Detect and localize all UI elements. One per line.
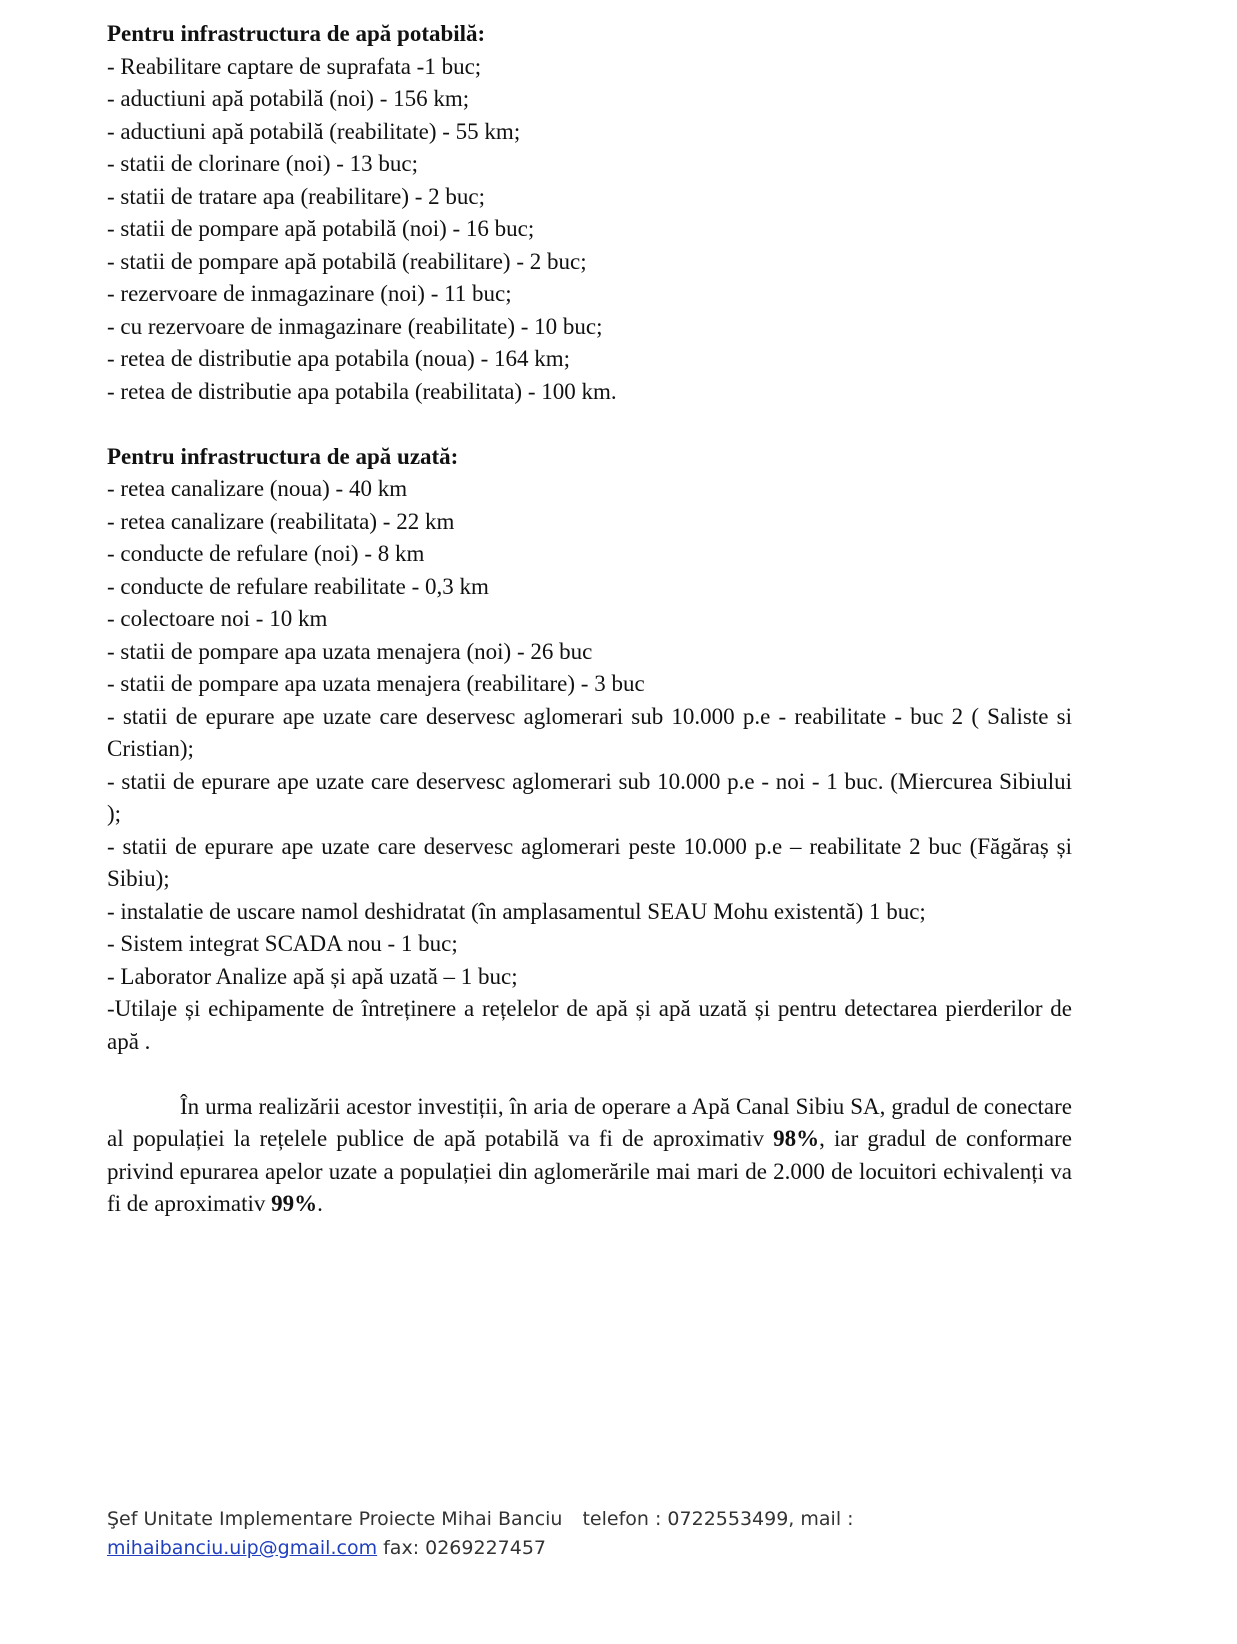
- section-title-drinking-water: Pentru infrastructura de apă potabilă:: [107, 21, 486, 46]
- list-item: - aductiuni apă potabilă (noi) - 156 km;: [107, 86, 470, 111]
- footer-phone: telefon : 0722553499, mail :: [582, 1508, 854, 1530]
- document-body: [107, 18, 1072, 1221]
- list-item: - retea de distributie apa potabila (noua) - 164 km;: [107, 346, 571, 371]
- list-item: - colectoare noi - 10 km: [107, 606, 328, 631]
- footer-line-2: [107, 1534, 1007, 1563]
- list-item: - statii de pompare apa uzata menajera (reabilitare) - 3 buc: [107, 671, 645, 696]
- footer-email-link[interactable]: mihaibanciu.uip@gmail.com: [107, 1537, 378, 1559]
- list-item: - rezervoare de inmagazinare (noi) - 11 buc;: [107, 281, 512, 306]
- list-item: - Sistem integrat SCADA nou - 1 buc;: [107, 931, 458, 956]
- footer-fax: fax: 0269227457: [377, 1537, 547, 1559]
- list-item: -Utilaje și echipamente de întreținere a rețelelor de apă și apă uzată și pentru detectarea pierderilor de apă .: [107, 996, 1072, 1054]
- compliance-rate-value: 99%: [271, 1191, 318, 1216]
- page-footer: [107, 1505, 1007, 1563]
- list-item: - retea canalizare (reabilitata) - 22 km: [107, 508, 455, 534]
- list-item: - statii de pompare apă potabilă (noi) - 16 buc;: [107, 216, 535, 241]
- list-item: - instalatie de uscare namol deshidratat (în amplasamentul SEAU Mohu existentă) 1 buc;: [107, 898, 926, 924]
- conclusion-text-2: , iar gradul de conformare privind epurarea apelor uzate a populației din aglomerările mai mari de 2.000 de locuitori echivalenți va fi de aproximativ: [107, 1126, 1072, 1216]
- section-title-wastewater: Pentru infrastructura de apă uzată:: [107, 443, 459, 469]
- list-item: - aductiuni apă potabilă (reabilitate) - 55 km;: [107, 118, 521, 144]
- footer-contact-name: Şef Unitate Implementare Proiecte Mihai Banciu: [107, 1508, 563, 1530]
- list-item: - cu rezervoare de inmagazinare (reabilitate) - 10 buc;: [107, 313, 603, 339]
- list-item: - statii de pompare apa uzata menajera (noi) - 26 buc: [107, 638, 593, 664]
- drinking-water-list: [107, 51, 1072, 409]
- list-item: - retea de distributie apa potabila (reabilitata) - 100 km.: [107, 378, 617, 404]
- spacer: [107, 1058, 1072, 1091]
- conclusion-text-3: .: [317, 1191, 323, 1216]
- list-item: - statii de clorinare (noi) - 13 buc;: [107, 151, 419, 176]
- list-item: - statii de pompare apă potabilă (reabilitare) - 2 buc;: [107, 248, 587, 274]
- list-item: - Laborator Analize apă și apă uzată – 1 buc;: [107, 963, 518, 989]
- spacer: [107, 408, 1072, 441]
- list-item: - statii de epurare ape uzate care deservesc aglomerari sub 10.000 p.e - noi - 1 buc. (Miercurea Sibiului );: [107, 768, 1072, 826]
- footer-line-1: [107, 1505, 1007, 1534]
- wastewater-list: [107, 473, 1072, 1058]
- list-item: - statii de tratare apa (reabilitare) - 2 buc;: [107, 183, 486, 209]
- list-item: - statii de epurare ape uzate care deservesc aglomerari peste 10.000 p.e – reabilitate 2 buc (Făgăraș și Sibiu);: [107, 833, 1072, 891]
- list-item: - conducte de refulare reabilitate - 0,3 km: [107, 573, 489, 599]
- conclusion-text-1: În urma realizării acestor investiții, în aria de operare a Apă Canal Sibiu SA, gradul de conectare al populației la rețelele publice de apă potabilă va fi de aproximativ: [107, 1093, 1072, 1151]
- list-item: - retea canalizare (noua) - 40 km: [107, 476, 408, 501]
- list-item: - Reabilitare captare de suprafata -1 buc;: [107, 53, 482, 79]
- list-item: - statii de epurare ape uzate care deservesc aglomerari sub 10.000 p.e - reabilitate - buc 2 ( Saliste si Cristian);: [107, 703, 1072, 761]
- conclusion-paragraph: [107, 1091, 1072, 1221]
- list-item: - conducte de refulare (noi) - 8 km: [107, 541, 425, 566]
- connection-rate-value: 98%: [773, 1126, 820, 1151]
